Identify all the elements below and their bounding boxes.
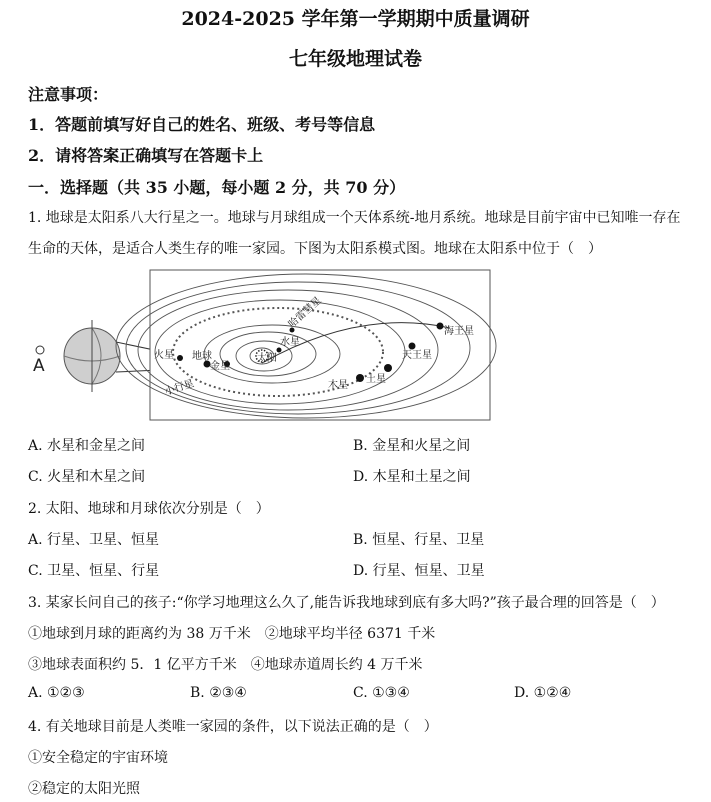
jupiter-marker xyxy=(356,374,364,382)
question-1-stem-cont: 生命的天体，是适合人类生存的唯一家园。下图为太阳系模式图。地球在太阳系中位于（ ） xyxy=(28,241,602,257)
question-1-option-d: D. 木星和土星之间 xyxy=(353,469,471,485)
question-2-stem: 2. 太阳、地球和月球依次分别是（ ） xyxy=(28,501,270,517)
neptune-marker xyxy=(437,323,444,330)
question-1-option-c: C. 火星和木星之间 xyxy=(28,469,146,485)
mars-label: 火星 xyxy=(154,350,174,361)
question-2-option-d: D. 行星、恒星、卫星 xyxy=(353,563,485,579)
note-item: 1．答题前填写好自己的姓名、班级、考号等信息 xyxy=(28,115,376,134)
saturn-marker xyxy=(384,364,392,372)
mars-marker xyxy=(177,355,183,361)
question-4-item: ①安全稳定的宇宙环境 xyxy=(28,750,168,766)
question-2-option-a: A. 行星、卫星、恒星 xyxy=(28,532,160,548)
question-3-stem: 3. 某家长问自己的孩子:“你学习地理这么久了,能告诉我地球到底有多大吗?”孩子最合理的回答是（ ） xyxy=(28,595,665,611)
neptune-label: 海王星 xyxy=(444,326,474,337)
venus-label: 金星 xyxy=(210,361,230,372)
uranus-marker xyxy=(409,343,416,350)
moon-marker xyxy=(36,346,44,354)
question-3-option-c: C. ①③④ xyxy=(353,685,410,701)
question-1-option-b: B. 金星和火星之间 xyxy=(353,438,471,454)
exam-subtitle: 七年级地理试卷 xyxy=(288,48,422,70)
comet-label: 哈雷彗星 xyxy=(286,295,324,331)
jupiter-label: 木星 xyxy=(328,380,348,391)
section-heading: 一．选择题（共 35 小题，每小题 2 分，共 70 分） xyxy=(28,178,406,197)
question-1-option-a: A. 水星和金星之间 xyxy=(28,438,146,454)
question-3-option-d: D. ①②④ xyxy=(514,685,572,701)
mercury-marker xyxy=(277,348,282,353)
question-3-option-b: B. ②③④ xyxy=(190,685,247,701)
solar-system-diagram xyxy=(30,268,500,424)
question-3-statement-line: ③地球表面积约 5．1 亿平方千米 ④地球赤道周长约 4 万千米 xyxy=(28,657,423,673)
question-3-statement-line: ①地球到月球的距离约为 38 万千米 ②地球平均半径 6371 千米 xyxy=(28,626,436,642)
point-a-label: A xyxy=(33,356,45,376)
sun-label: 太阳 xyxy=(257,353,277,364)
question-3-option-a: A. ①②③ xyxy=(28,685,85,701)
uranus-label: 天王星 xyxy=(402,350,432,361)
question-4-item: ②稳定的太阳光照 xyxy=(28,781,140,797)
asteroid-belt-label: 小行星 xyxy=(163,378,196,398)
question-1-stem: 1. 地球是太阳系八大行星之一。地球与月球组成一个天体系统-地月系统。地球是目前宇宙中已知唯一存在 xyxy=(28,210,681,226)
question-4-stem: 4. 有关地球目前是人类唯一家园的条件，以下说法正确的是（ ） xyxy=(28,719,438,735)
mercury-label: 水星 xyxy=(280,337,300,348)
saturn-label: 土星 xyxy=(366,374,386,385)
exam-title: 2024-2025 学年第一学期期中质量调研 xyxy=(181,8,530,30)
notes-heading: 注意事项： xyxy=(28,85,109,104)
question-2-option-b: B. 恒星、行星、卫星 xyxy=(353,532,485,548)
note-item: 2．请将答案正确填写在答题卡上 xyxy=(28,146,264,165)
earth-label: 地球 xyxy=(192,351,212,362)
question-2-option-c: C. 卫星、恒星、行星 xyxy=(28,563,160,579)
